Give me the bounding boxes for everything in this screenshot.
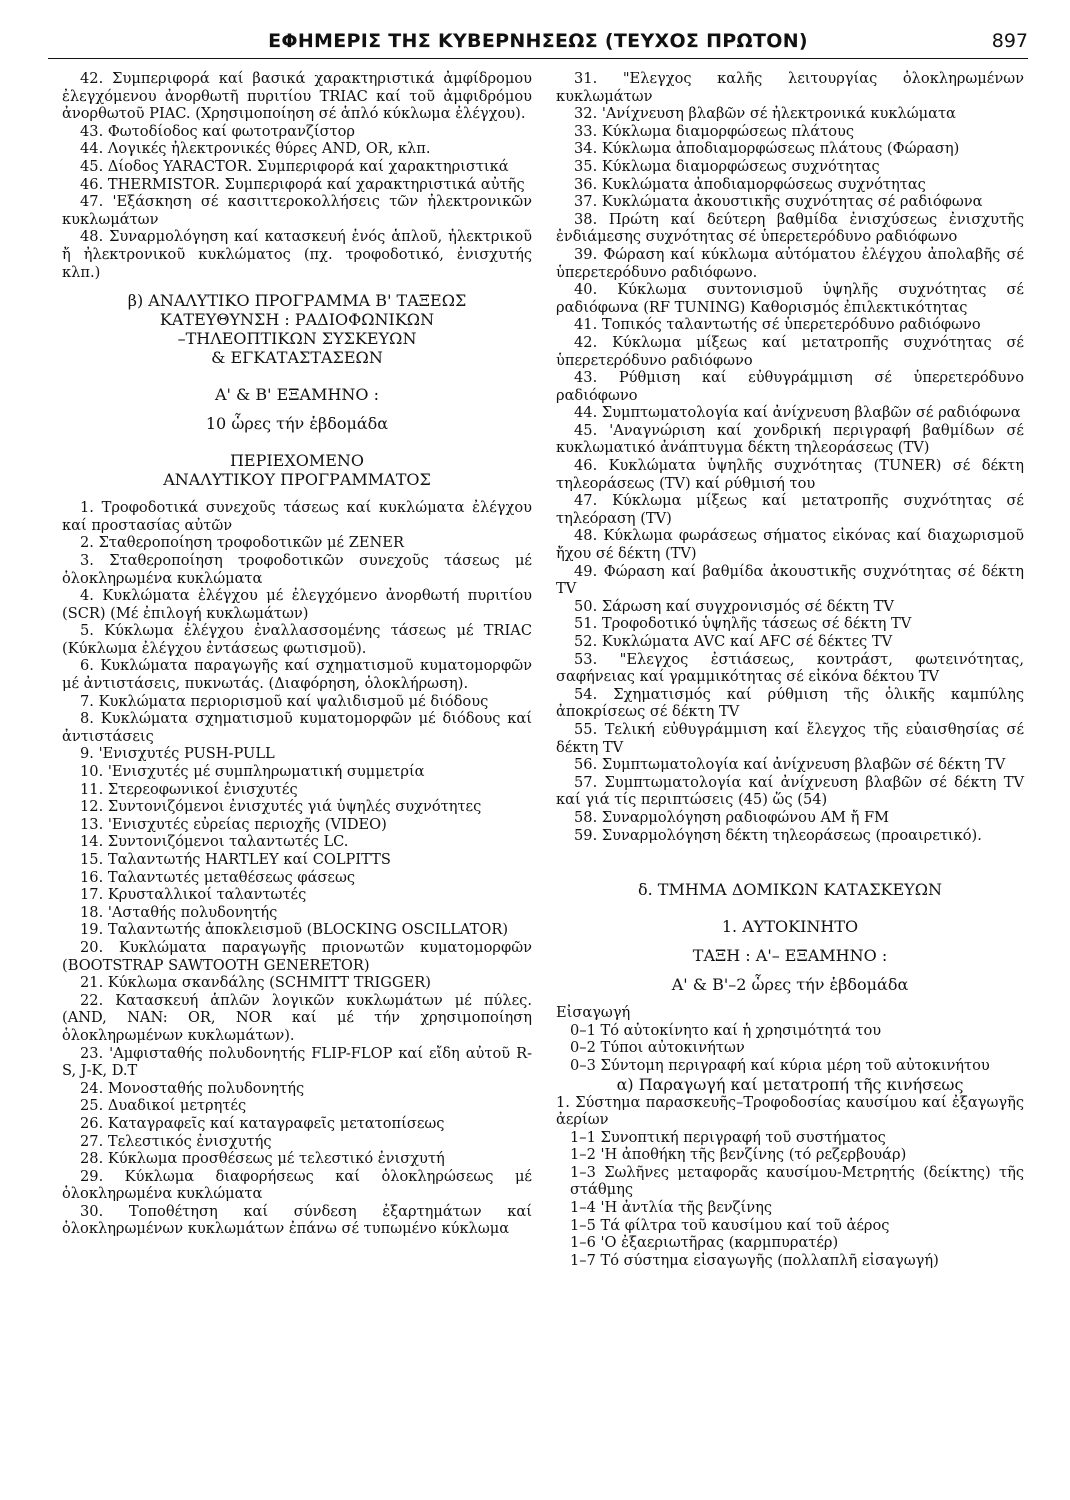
intro-label: Εἰσαγωγή xyxy=(556,1004,631,1022)
intro-item: 0–3 Σύντομη περιγραφή καί κύρια μέρη τοῦ αὐτοκινήτου xyxy=(570,1056,990,1074)
list-item: 19. Ταλαντωτής ἀποκλεισμοῦ (BLOCKING OSCILLATOR) xyxy=(80,921,509,939)
list-item: 50. Σάρωση καί συγχρονισμός σέ δέκτη TV xyxy=(574,597,894,615)
list-item: 43. Φωτοδίοδος καί φωτοτρανζίστορ xyxy=(80,122,355,140)
list-item: 16. Ταλαντωτές μεταθέσεως φάσεως xyxy=(80,868,356,886)
page-number: 897 xyxy=(991,30,1028,52)
list-item: 1. Τροφοδοτικά συνεχοῦς τάσεως καί κυκλώματα ἐλέγχου καί προστασίας αὐτῶν xyxy=(62,499,532,534)
gazette-title: ΕΦΗΜΕΡΙΣ ΤΗΣ ΚΥΒΕΡΝΗΣΕΩΣ (ΤΕΥΧΟΣ ΠΡΩΤΟΝ) xyxy=(268,30,808,52)
list-item: 20. Κυκλώματα παραγωγῆς πριονωτῶν κυματομορφῶν (BOOTSTRAP SAWTOOTH GENERETOR) xyxy=(62,938,532,974)
section-beta-line3: –ΤΗΛΕΟΠΤΙΚΩΝ ΣΥΣΚΕΥΩΝ xyxy=(177,329,417,349)
list-item: 47. Κύκλωμα μίξεως καί μετατροπῆς συχνότητας σέ τηλεόραση (TV) xyxy=(556,492,1024,527)
list-item: 54. Σχηματισμός καί ρύθμιση τῆς ὁλικῆς καμπύλης ἀποκρίσεως σέ δέκτη TV xyxy=(556,685,1024,721)
contents-heading-1: ΠΕΡΙΕΧΟΜΕΝΟ xyxy=(229,451,365,471)
list-item: 31. "Ελεγχος καλῆς λειτουργίας ὁλοκληρωμένων κυκλωμάτων xyxy=(556,70,1024,105)
items-b-list xyxy=(62,499,532,1238)
section-beta-line2: ΚΑΤΕΥΘΥΝΣΗ : ΡΑΔΙΟΦΩΝΙΚΩΝ xyxy=(159,310,435,330)
list-item: 28. Κύκλωμα προσθέσεως μέ τελεστικό ἐνισχυτή xyxy=(80,1150,445,1168)
list-item: 58. Συναρμολόγηση ραδιοφώνου AM ἤ FM xyxy=(574,808,890,826)
list-item: 42. Συμπεριφορά καί βασικά χαρακτηριστικά ἀμφίδρομου ἐλεγχόμενου ἀνορθωτῆ πυριτίου TRIAC καί τοῦ ἀμφιδρόμου ἀνορθωτοῦ PIAC. (Χρησιμοποίηση σέ ἁπλό κύκλωμα ἐλέγχου). xyxy=(62,70,532,123)
list-item: 44. Λογικές ἠλεκτρονικές θύρες AND, OR, κλπ. xyxy=(80,140,431,158)
list-item: 22. Κατασκευή ἁπλῶν λογικῶν κυκλωμάτων μέ πύλες. (AND, NAN: OR, NOR καί μέ τήν χρησιμοποίηση ὁλοκληρωμένων κυκλωμάτων). xyxy=(62,991,532,1044)
section-beta-line4: & ΕΓΚΑΤΑΣΤΑΣΕΩΝ xyxy=(211,348,383,368)
system-item: 1–4 'Η ἀντλία τῆς βενζίνης xyxy=(570,1199,773,1217)
list-item: 9. 'Ενισχυτές PUSH-PULL xyxy=(80,745,275,763)
system-items-list xyxy=(556,1129,1024,1270)
list-item: 7. Κυκλώματα περιορισμοῦ καί ψαλιδισμοῦ μέ διόδους xyxy=(80,692,489,710)
list-item: 38. Πρώτη καί δεύτερη βαθμίδα ἐνισχύσεως ἐνισχυτῆς ἐνδιάμεσης συχνότητας σέ ὑπερετερόδυνο ραδιόφωνο xyxy=(556,210,1024,246)
list-item: 33. Κύκλωμα διαμορφώσεως πλάτους xyxy=(574,122,855,140)
list-item: 2. Σταθεροποίηση τροφοδοτικῶν μέ ZENER xyxy=(80,534,404,552)
list-item: 43. Ρύθμιση καί εὐθυγράμμιση σέ ὑπερετερόδυνο ραδιόφωνο xyxy=(556,369,1024,404)
list-item: 8. Κυκλώματα σχηματισμοῦ κυματομορφῶν μέ διόδους καί ἀντιστάσεις xyxy=(62,710,532,745)
list-item: 44. Συμπτωματολογία καί ἀνίχνευση βλαβῶν σέ ραδιόφωνα xyxy=(574,404,1021,422)
list-item: 32. 'Ανίχνευση βλαβῶν σέ ἠλεκτρονικά κυκλώματα xyxy=(574,105,956,123)
intro-item: 0–2 Τύποι αὐτοκινήτων xyxy=(570,1039,745,1057)
list-item: 46. THERMISTOR. Συμπεριφορά καί χαρακτηριστικά αὐτῆς xyxy=(80,175,525,193)
list-item: 17. Κρυσταλλικοί ταλαντωτές xyxy=(80,886,307,904)
list-item: 10. 'Ενισχυτές μέ συμπληρωματική συμμετρία xyxy=(80,763,425,781)
hours2-line: Α' & Β'–2 ὧρες τήν ἑβδομάδα xyxy=(671,975,909,995)
right-column xyxy=(556,70,1024,1269)
list-item: 57. Συμπτωματολογία καί ἀνίχνευση βλαβῶν σέ δέκτη TV καί γιά τίς περιπτώσεις (45) ὥς (54) xyxy=(556,773,1024,809)
list-item: 53. "Ελεγχος ἐστιάσεως, κοντράστ, φωτεινότητας, σαφήνειας καί γραμμικότητας σέ εἰκόνα δέκτου TV xyxy=(556,650,1024,686)
system-item: 1–2 'Η ἀποθήκη τῆς βενζίνης (τό ρεζερβουάρ) xyxy=(570,1146,907,1164)
semester-heading: Α' & Β' ΕΞΑΜΗΝΟ : xyxy=(214,385,380,405)
system-item: 1–6 'Ο ἐξαεριωτῆρας (καρμπυρατέρ) xyxy=(570,1234,839,1252)
contents-heading-2: ΑΝΑΛΥΤΙΚΟΥ ΠΡΟΓΡΑΜΜΑΤΟΣ xyxy=(163,470,431,490)
list-item: 5. Κύκλωμα ἐλέγχου ἐναλλασσομένης τάσεως μέ TRIAC (Κύκλωμα ἐλέγχου ἐντάσεως φωτισμοῦ). xyxy=(62,622,532,657)
list-item: 13. 'Ενισχυτές εὐρείας περιοχῆς (VIDEO) xyxy=(80,815,387,833)
list-item: 24. Μονοσταθής πολυδονητής xyxy=(80,1079,305,1097)
list-item: 6. Κυκλώματα παραγωγῆς καί σχηματισμοῦ κυματομορφῶν μέ ἀντιστάσεις, πυκνωτάς. (Διαφόρηση, ὁλοκλήρωση). xyxy=(62,657,532,693)
list-item: 39. Φώραση καί κύκλωμα αὐτόματου ἐλέγχου ἀπολαβῆς σέ ὑπερετερόδυνο ραδιόφωνο. xyxy=(556,245,1024,281)
system-item: 1–1 Συνοπτική περιγραφή τοῦ συστήματος xyxy=(570,1128,886,1146)
list-item: 41. Τοπικός ταλαντωτής σέ ὑπερετερόδυνο ραδιόφωνο xyxy=(574,316,981,334)
alpha-heading: α) Παραγωγή καί μετατροπή τῆς κινήσεως xyxy=(616,1074,964,1094)
class-semester-heading: ΤΑΞΗ : Α'– ΕΞΑΜΗΝΟ : xyxy=(692,946,888,966)
list-item: 59. Συναρμολόγηση δέκτη τηλεοράσεως (προαιρετικό). xyxy=(574,826,982,844)
items-c-list xyxy=(556,70,1024,844)
list-item: 56. Συμπτωματολογία καί ἀνίχνευση βλαβῶν σέ δέκτη TV xyxy=(574,756,1006,774)
left-column xyxy=(62,70,532,1238)
list-item: 45. Δίοδος YARACTOR. Συμπεριφορά καί χαρακτηριστικά xyxy=(80,157,509,175)
list-item: 18. 'Ασταθής πολυδονητής xyxy=(80,903,278,921)
list-item: 21. Κύκλωμα σκανδάλης (SCHMITT TRIGGER) xyxy=(80,974,431,992)
list-item: 11. Στερεοφωνικοί ἐνισχυτές xyxy=(80,780,298,798)
subsection-car-heading: 1. ΑΥΤΟΚΙΝΗΤΟ xyxy=(721,917,859,937)
header-rule xyxy=(48,58,1028,59)
system-1: 1. Σύστημα παρασκευῆς–Τροφοδοσίας καυσίμου καί ἐξαγωγῆς ἀερίων xyxy=(556,1093,1024,1129)
hours-line: 10 ὧρες τήν ἑβδομάδα xyxy=(205,414,389,434)
list-item: 23. 'Αμφισταθής πολυδονητής FLIP-FLOP καί εἴδη αὐτοῦ R-S, J-K, D.T xyxy=(62,1044,532,1080)
system-item: 1–3 Σωλῆνες μεταφορᾶς καυσίμου-Μετρητής (δείκτης) τῆς στάθμης xyxy=(570,1163,1024,1199)
list-item: 49. Φώραση καί βαθμίδα ἀκουστικῆς συχνότητας σέ δέκτη TV xyxy=(556,562,1024,598)
intro-item: 0–1 Τό αὐτοκίνητο καί ἡ χρησιμότητά του xyxy=(570,1021,882,1039)
list-item: 4. Κυκλώματα ἐλέγχου μέ ἐλεγχόμενο ἀνορθωτή πυριτίου (SCR) (Μέ ἐπιλογή κυκλωμάτων) xyxy=(62,587,532,622)
list-item: 26. Καταγραφεῖς καί καταγραφεῖς μετατοπίσεως xyxy=(80,1114,445,1132)
list-item: 30. Τοποθέτηση καί σύνδεση ἐξαρτημάτων καί ὁλοκληρωμένων κυκλωμάτων ἐπάνω σέ τυπωμένο κύκλωμα xyxy=(62,1202,532,1238)
list-item: 55. Τελική εὐθυγράμμιση καί ἔλεγχος τῆς εὐαισθησίας σέ δέκτη TV xyxy=(556,720,1024,756)
list-item: 14. Συντονιζόμενοι ταλαντωτές LC. xyxy=(80,833,349,851)
list-item: 47. 'Εξάσκηση σέ κασιττεροκολλήσεις τῶν ἠλεκτρονικῶν κυκλωμάτων xyxy=(62,193,532,228)
list-item: 48. Συναρμολόγηση καί κατασκευή ἑνός ἁπλοῦ, ἠλεκτρικοῦ ἤ ἠλεκτρονικοῦ κυκλώματος (πχ. τροφοδοτικό, ἐνισχυτής κλπ.) xyxy=(62,228,532,281)
list-item: 29. Κύκλωμα διαφορήσεως καί ὁλοκληρώσεως μέ ὁλοκληρωμένα κυκλώματα xyxy=(62,1167,532,1203)
list-item: 45. 'Αναγνώριση καί χονδρική περιγραφή βαθμίδων σέ κυκλωματικό ἀνάπτυγμα δέκτη τηλεοράσεως (TV) xyxy=(556,421,1024,457)
list-item: 52. Κυκλώματα AVC καί AFC σέ δέκτες TV xyxy=(574,633,893,650)
list-item: 40. Κύκλωμα συντονισμοῦ ὑψηλῆς συχνότητας σέ ραδιόφωνα (RF TUNING) Καθορισμός ἐπιλεκτικότητας xyxy=(556,281,1024,316)
items-a-list xyxy=(62,70,532,281)
page-header xyxy=(48,30,1028,58)
list-item: 51. Τροφοδοτικό ὑψηλῆς τάσεως σέ δέκτη TV xyxy=(574,615,912,633)
list-item: 3. Σταθεροποίηση τροφοδοτικῶν συνεχοῦς τάσεως μέ ὁλοκληρωμένα κυκλώματα xyxy=(62,551,532,587)
section-beta-line1: β) ΑΝΑΛΥΤΙΚΟ ΠΡΟΓΡΑΜΜΑ Β' ΤΑΞΕΩΣ xyxy=(127,291,467,311)
list-item: 37. Κυκλώματα ἀκουστικῆς συχνότητας σέ ραδιόφωνα xyxy=(574,193,983,211)
list-item: 48. Κύκλωμα φωράσεως σήματος εἰκόνας καί διαχωρισμοῦ ἤχου σέ δέκτη (TV) xyxy=(556,527,1024,563)
system-item: 1–5 Τά φίλτρα τοῦ καυσίμου καί τοῦ ἀέρος xyxy=(570,1216,890,1234)
list-item: 15. Ταλαντωτής HARTLEY καί COLPITTS xyxy=(80,851,391,868)
list-item: 34. Κύκλωμα ἀποδιαμορφώσεως πλάτους (Φώραση) xyxy=(574,140,960,158)
list-item: 36. Κυκλώματα ἀποδιαμορφώσεως συχνότητας xyxy=(574,175,926,193)
list-item: 27. Τελεστικός ἐνισχυτής xyxy=(80,1132,272,1150)
list-item: 12. Συντονιζόμενοι ἐνισχυτές γιά ὑψηλές συχνότητες xyxy=(80,798,482,816)
section-delta-heading: δ. ΤΜΗΜΑ ΔΟΜΙΚΩΝ ΚΑΤΑΣΚΕΥΩΝ xyxy=(637,880,943,900)
list-item: 35. Κύκλωμα διαμορφώσεως συχνότητας xyxy=(574,157,880,175)
system-item: 1–7 Τό σύστημα εἰσαγωγῆς (πολλαπλῆ εἰσαγωγή) xyxy=(570,1251,939,1269)
intro-items-list xyxy=(556,1022,1024,1075)
list-item: 25. Δυαδικοί μετρητές xyxy=(80,1097,247,1115)
list-item: 42. Κύκλωμα μίξεως καί μετατροπῆς συχνότητας σέ ὑπερετερόδυνο ραδιόφωνο xyxy=(556,333,1024,369)
list-item: 46. Κυκλώματα ὑψηλῆς συχνότητας (TUNER) σέ δέκτη τηλεοράσεως (TV) καί ρύθμισή του xyxy=(556,457,1024,492)
